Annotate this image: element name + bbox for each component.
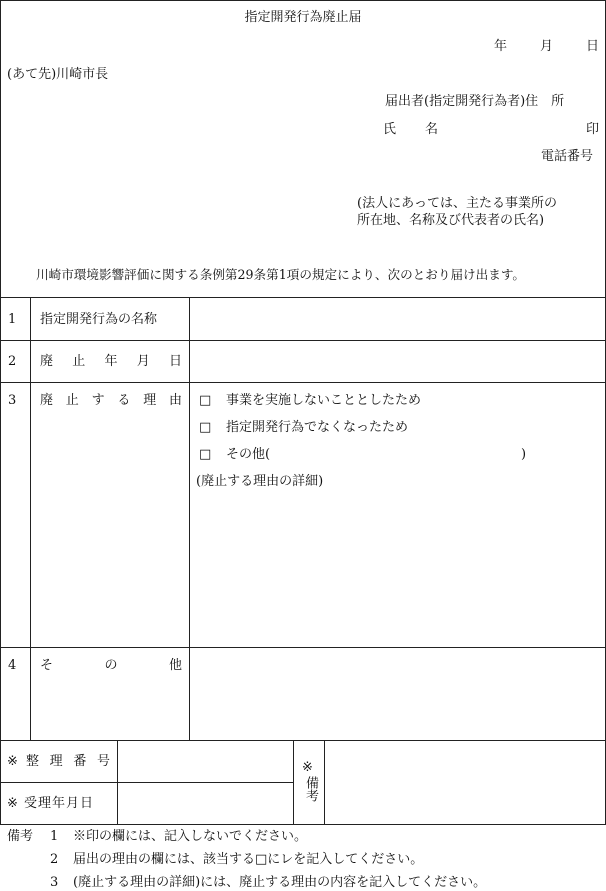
row-4-label-char: 他 (168, 658, 182, 673)
date-day-label: 日 (586, 39, 600, 54)
date-month-label: 月 (540, 39, 554, 54)
reason-checkbox-3[interactable]: □ (199, 447, 212, 462)
note-3-text: (廃止する理由の詳細)には、廃止する理由の内容を記入してください。 (73, 875, 487, 890)
col-divider-label (189, 297, 190, 741)
note-3-number: 3 (50, 875, 59, 890)
row-4-label-char: の (104, 658, 118, 673)
row-2-number: 2 (8, 354, 17, 369)
date-asterisk: ※ (7, 796, 18, 811)
ref-number-label (26, 754, 110, 770)
row-4-label-char: そ (40, 658, 54, 673)
office-row-divider (0, 782, 293, 783)
row-2-label-char: 年 (104, 354, 118, 369)
row-1-number: 1 (8, 312, 17, 327)
form-title: 指定開発行為廃止届 (244, 10, 362, 25)
ref-label-char: 番 (73, 754, 87, 769)
row-divider-2 (0, 382, 606, 383)
notifier-address-label: 届出者(指定開発行為者)住 所 (385, 94, 565, 109)
row-2-label-char: 日 (168, 354, 182, 369)
note-1-number: 1 (50, 829, 59, 844)
received-date-field[interactable] (122, 787, 288, 820)
row-4-label (40, 658, 182, 674)
row-2-label (40, 354, 182, 370)
office-remarks-label: 備考 (303, 776, 318, 802)
received-date-label: 受理年月日 (24, 796, 95, 811)
reason-other-field[interactable] (290, 445, 518, 463)
office-col-divider-3 (324, 740, 325, 825)
note-1-text: ※印の欄には、記入しないでください。 (73, 829, 308, 844)
row-3-label-char: 由 (168, 393, 182, 408)
reason-option-3-close: ) (521, 447, 527, 462)
row-4-number: 4 (8, 658, 17, 673)
row-divider-3 (0, 647, 606, 648)
corporation-note-line2: 所在地、名称及び代表者の氏名) (357, 213, 545, 228)
ref-label-char: 整 (26, 754, 40, 769)
ref-label-char: 号 (96, 754, 110, 769)
date-year-label: 年 (494, 39, 508, 54)
ref-number-field[interactable] (122, 745, 288, 777)
row-3-label-char: 理 (143, 393, 157, 408)
row-3-label-char: 止 (65, 393, 79, 408)
row-3-label-char: る (117, 393, 131, 408)
row-3-number: 3 (8, 393, 17, 408)
statement-text: 川崎市環境影響評価に関する条例第29条第1項の規定により、次のとおり届け出ます。 (36, 267, 525, 282)
reason-option-2-label: 指定開発行為でなくなったため (226, 420, 409, 435)
notes-title: 備考 (7, 829, 34, 844)
abolition-date-field[interactable] (195, 344, 600, 378)
row-divider-1 (0, 340, 606, 341)
row-2-label-char: 止 (72, 354, 86, 369)
row-2-label-char: 月 (136, 354, 150, 369)
reason-option-1-label: 事業を実施しないこととしたため (226, 393, 422, 408)
row-3-label (40, 393, 182, 409)
col-divider-num (30, 297, 31, 741)
office-remarks-asterisk: ※ (302, 760, 313, 775)
note-2-number: 2 (50, 852, 59, 867)
phone-label: 電話番号 (541, 149, 594, 164)
addressee: (あて先)川崎市長 (7, 67, 109, 82)
corporation-note-line1: (法人にあっては、主たる事業所の (357, 196, 557, 211)
office-remarks-field[interactable] (330, 745, 600, 820)
ref-label-char: 理 (49, 754, 63, 769)
office-col-divider-2 (293, 740, 294, 825)
development-name-field[interactable] (195, 302, 600, 336)
row-1-label: 指定開発行為の名称 (40, 312, 158, 327)
note-2-text: 届出の理由の欄には、該当する□にレを記入してください。 (73, 852, 424, 867)
name-label-2: 名 (425, 122, 439, 137)
reason-option-3-label: その他( (226, 447, 271, 462)
row-3-label-char: す (91, 393, 105, 408)
reason-checkbox-2[interactable]: □ (199, 420, 212, 435)
reason-detail-label: (廃止する理由の詳細) (196, 474, 324, 489)
row-2-label-char: 廃 (40, 354, 54, 369)
form-header-box (0, 0, 606, 298)
seal-mark: 印 (586, 122, 600, 137)
ref-asterisk: ※ (7, 754, 18, 769)
reason-detail-field[interactable] (195, 494, 600, 642)
name-label-1: 氏 (383, 122, 397, 137)
reason-checkbox-1[interactable]: □ (199, 393, 212, 408)
other-field[interactable] (195, 652, 600, 736)
row-3-label-char: 廃 (40, 393, 54, 408)
